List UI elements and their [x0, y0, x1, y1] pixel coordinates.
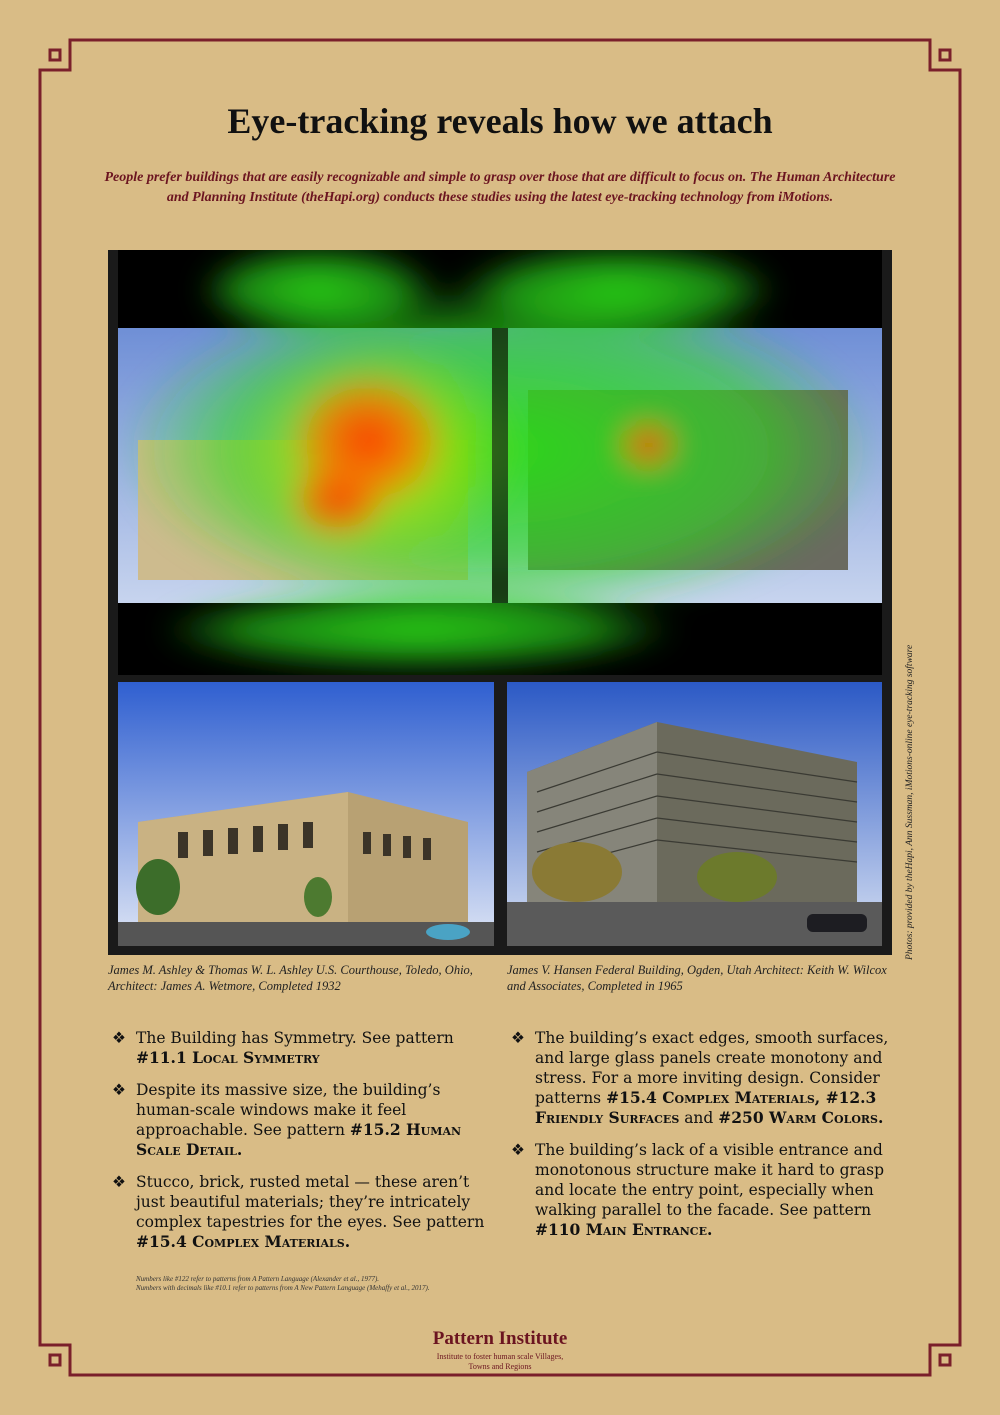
page-title: Eye-tracking reveals how we attach [227, 101, 773, 141]
bullet-icon: ❖ [511, 1029, 525, 1047]
bullet-icon: ❖ [112, 1081, 126, 1099]
courthouse-photo [118, 682, 494, 946]
list-item: ❖ Stucco, brick, rusted metal — these aren’t just beautiful materials; they’re intricately complex tapestries for the eyes. See pattern #15.4 Complex Materials. [112, 1173, 485, 1251]
photo-panel [108, 250, 892, 955]
footer-tagline: Institute to foster human scale Villages, Towns and Regions [436, 1352, 564, 1371]
list-item: ❖ The Building has Symmetry. See pattern #11.1 Local Symmetry [112, 1029, 454, 1067]
list-item: ❖ The building’s exact edges, smooth surfaces, and large glass panels create monotony and stress. For a more inviting design. Consider patterns #15.4 Complex Materials, #12.3 Friendly Surfaces and #250 Warm Colors. [511, 1029, 889, 1127]
footnotes: Numbers like #122 refer to patterns from A Pattern Language (Alexander et al., 1977). Numbers with decimals like #10.1 refer to patterns from A New Pattern Language (Mehaffy et al., 2017). [136, 1275, 430, 1292]
page-subtitle: People prefer buildings that are easily recognizable and simple to grasp over those that are difficult to focus on. The Human Architecture and Planning Institute (theHapi.org) conducts these studies using the latest eye-tracking technology from iMotions. [104, 170, 896, 205]
caption-right: James V. Hansen Federal Building, Ogden, Utah Architect: Keith W. Wilcox and Associates, Completed in 1965 [507, 963, 887, 993]
right-bullet-column [509, 1028, 894, 1252]
list-item: ❖ The building’s lack of a visible entrance and monotonous structure make it hard to grasp and locate the entry point, especially when walking parallel to the facade. See pattern #110 Main Entrance. [511, 1141, 885, 1239]
eye-tracking-heatmap-image [118, 250, 882, 675]
left-bullet-column [110, 1028, 500, 1264]
footer-org-name: Pattern Institute [432, 1328, 568, 1349]
bullet-icon: ❖ [112, 1029, 126, 1047]
list-item: ❖ Despite its massive size, the building’s human-scale windows make it feel approachable. See pattern #15.2 Human Scale Detail. [112, 1081, 462, 1159]
bullet-icon: ❖ [511, 1141, 525, 1159]
caption-left: James M. Ashley & Thomas W. L. Ashley U.S. Courthouse, Toledo, Ohio, Architect: James A. Wetmore, Completed 1932 [108, 963, 473, 993]
bullet-icon: ❖ [112, 1173, 126, 1191]
photo-credit: Photos: provided by theHapi, Ann Sussman, iMotions-online eye-tracking software [905, 644, 915, 960]
federal-building-photo [507, 682, 882, 946]
